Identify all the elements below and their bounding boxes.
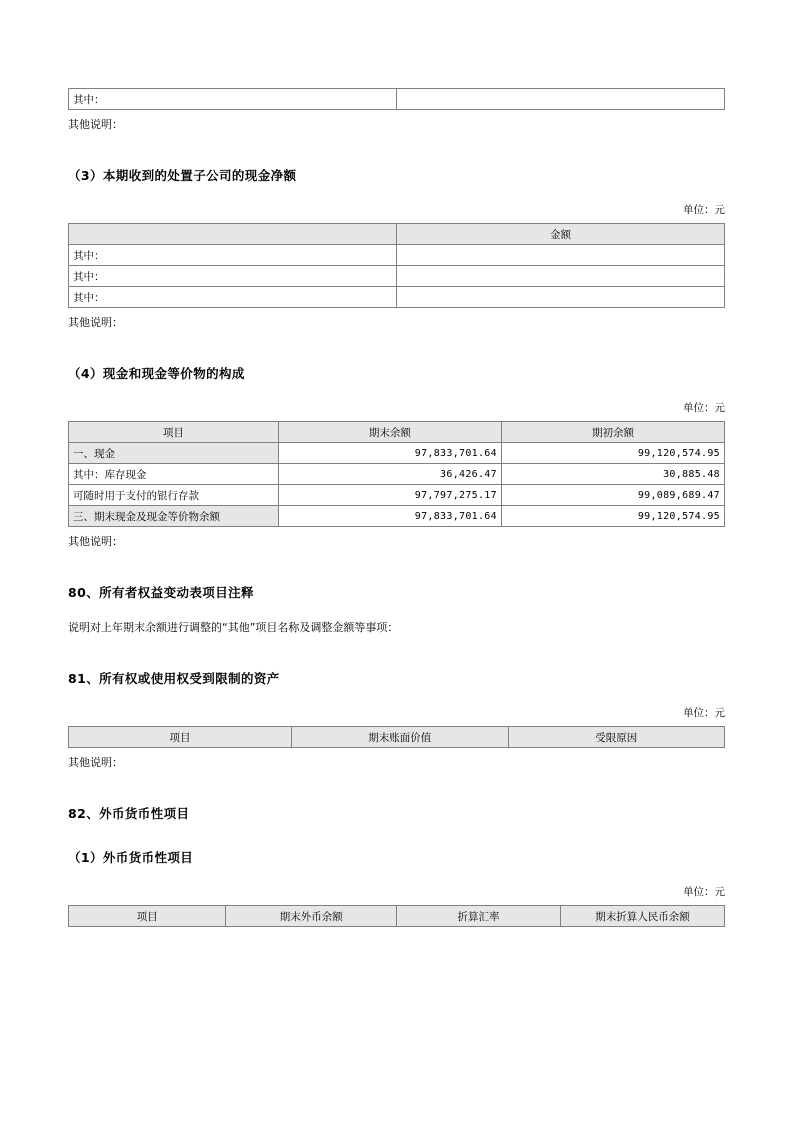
row-label: 一、现金 (69, 443, 279, 464)
row-value (397, 89, 725, 110)
section-4-table (68, 421, 725, 527)
table-row (69, 245, 725, 266)
top-partial-table (68, 88, 725, 110)
unit-label-section-81: 单位：元 (683, 707, 725, 719)
heading-section-81: 81、所有权或使用权受到限制的资产 (68, 671, 280, 686)
col-header-ending-book-value: 期末账面价值 (292, 727, 508, 748)
col-header-restriction-reason: 受限原因 (508, 727, 725, 748)
table-header-row (69, 224, 725, 245)
row-ending-balance: 97,833,701.64 (278, 443, 501, 464)
heading-section-80: 80、所有者权益变动表项目注释 (68, 585, 254, 600)
unit-label-section-3: 单位：元 (683, 204, 725, 216)
row-label: 其中： (69, 266, 397, 287)
row-label: 其中： (69, 89, 397, 110)
other-note-section-4: 其他说明： (68, 535, 123, 548)
row-label: 其中：库存现金 (69, 464, 279, 485)
table-row (69, 266, 725, 287)
other-note-top: 其他说明： (68, 118, 123, 131)
table-row (69, 485, 725, 506)
col-header-beginning-balance: 期初余额 (501, 422, 724, 443)
row-value (397, 245, 725, 266)
row-beginning-balance: 99,120,574.95 (501, 443, 724, 464)
row-ending-balance: 97,833,701.64 (278, 506, 501, 527)
unit-label-section-82: 单位：元 (683, 886, 725, 898)
col-header-item: 项目 (69, 727, 292, 748)
section-3-table (68, 223, 725, 308)
row-value (397, 266, 725, 287)
body-section-80: 说明对上年期末余额进行调整的“其他”项目名称及调整金额等事项： (68, 621, 399, 634)
col-header-exchange-rate: 折算汇率 (396, 906, 560, 927)
row-label: 可随时用于支付的银行存款 (69, 485, 279, 506)
heading-section-4: （4）现金和现金等价物的构成 (68, 366, 245, 381)
row-beginning-balance: 30,885.48 (501, 464, 724, 485)
row-label: 其中： (69, 287, 397, 308)
table-row (69, 443, 725, 464)
heading-section-3: （3）本期收到的处置子公司的现金净额 (68, 168, 297, 183)
other-note-section-81: 其他说明： (68, 756, 123, 769)
col-header-blank (69, 224, 397, 245)
table-header-row (69, 906, 725, 927)
row-ending-balance: 36,426.47 (278, 464, 501, 485)
col-header-amount: 金额 (397, 224, 725, 245)
row-value (397, 287, 725, 308)
other-note-section-3: 其他说明： (68, 316, 123, 329)
table-row (69, 287, 725, 308)
col-header-ending-balance: 期末余额 (278, 422, 501, 443)
col-header-item: 项目 (69, 422, 279, 443)
subheading-section-82-1: （1）外币货币性项目 (68, 850, 194, 865)
col-header-ending-foreign-balance: 期末外币余额 (226, 906, 397, 927)
row-beginning-balance: 99,089,689.47 (501, 485, 724, 506)
table-row (69, 89, 725, 110)
row-beginning-balance: 99,120,574.95 (501, 506, 724, 527)
row-ending-balance: 97,797,275.17 (278, 485, 501, 506)
section-82-table (68, 905, 725, 927)
table-header-row (69, 422, 725, 443)
table-header-row (69, 727, 725, 748)
col-header-ending-rmb-balance: 期末折算人民币余额 (560, 906, 724, 927)
heading-section-82: 82、外币货币性项目 (68, 806, 190, 821)
table-row (69, 506, 725, 527)
section-81-table (68, 726, 725, 748)
table-row (69, 464, 725, 485)
row-label: 三、期末现金及现金等价物余额 (69, 506, 279, 527)
col-header-item: 项目 (69, 906, 226, 927)
row-label: 其中： (69, 245, 397, 266)
unit-label-section-4: 单位：元 (683, 402, 725, 414)
